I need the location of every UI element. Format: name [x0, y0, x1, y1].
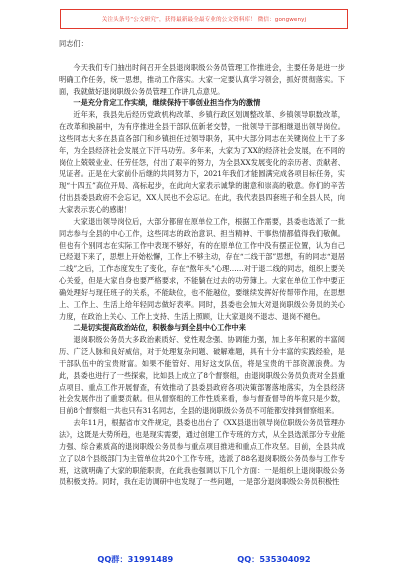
qq-group-number: QQ群：31991489 [97, 554, 174, 564]
section-2-paragraph-2: 去年11月，根据省市文件规定，县委也出台了《XX县退出领导岗位职级公务员管理办法》，这既是大势所趋，也是现实需要，通过创建工作专班的方式，从全县选派部分专业能力强、综合素质高的退岗职级公务员参与重点项目推进和重点工作攻坚。目前，全县共成立了以8个县级部门为主管单位共20个工作专班，选派了88名退岗职级公务员参与工作专班，这就明确了大家的职能职责，在此我也强调以下几个方面：一是组织上退岗职级公务员积极支持。同时，我在走访调研中也发现了一些问题，一是部分退岗职级公务员积极性 [59, 418, 345, 487]
qq-number: QQ：535304092 [237, 554, 311, 564]
document-body [59, 38, 345, 488]
section-2-paragraph-1: 退岗职级公务员大多政治素质好、党性观念强、协调能力强，加上多年积累的丰富阅历、广泛人脉和良好威信，对于处理复杂问题、破解难题，具有十分丰富的实践经验，是干部队伍中的宝贵财富。如果不能管好、用好这支队伍，将是宝贵的干部资源浪费。为此，县委也进行了一些探索，比如县上成立了8个督察组，由退岗职级公务员负责对全县重点项目、重点工作开展督查，有效推动了县委县政府各项决策部署落地落实，为全县经济社会发展作出了重要贡献。但从督察组的工作性质来看，参与督查督导的毕竟只是少数，目前8个督察组一共也只有31名同志，全县的退岗职级公务员不可能都安排到督察组来。 [59, 335, 345, 416]
salutation: 同志们： [59, 39, 88, 48]
intro-paragraph: 今天我们专门抽出时间召开全县退岗职级公务员管理工作推进会，主要任务是进一步明确工作任务，统一思想，推动工作落实。大家一定要认真学习领会，抓好贯彻落实。下面，我就做好退岗职级公务员管理工作讲几点意见。 [59, 62, 345, 96]
section-2-heading: 二是切实提高政治站位，积极参与到全县中心工作中来 [73, 323, 246, 333]
section-1-heading: 一是充分肯定工作实绩，继续保持干事创业担当作为的激情 [73, 98, 261, 108]
section-1-paragraph-2: 大家退出领导岗位后，大部分都留在原单位工作，根据工作需要，县委也选派了一批同志参与全县的中心工作，这些同志的政治意识、担当精神、干事热情都值得我们敬佩。但也有个别同志在实际工作中表现不够好，有的在原单位工作中没有摆正位置，认为自己已经退下来了，思想上开始松懈，工作上不够主动，存在“二线干部”思想，有的同志“退居二线”之后，工作态度发生了变化，存在“熬年头”心理……对于退二线的同志，组织上要关心关爱，但是大家自身也要严格要求，不能躺在过去的功劳簿上。大家在单位工作中要正确处理好与现任班子的关系，不能缺位，也不能越位，要继续发挥好传帮带作用，在思想上、工作上、生活上给年轻同志做好表率。同时，县委也会加大对退岗职级公务员的关心力度，在政治上关心、工作上支持、生活上照顾，让大家退岗不退志、退岗不褪色。 [59, 216, 345, 321]
contact-footer [0, 554, 408, 565]
promo-banner[interactable] [60, 9, 348, 29]
promo-banner-text: 关注头条号“公文研究”，获得最新最全最专业的公文资料库！ 微信：gongwenyj [101, 17, 307, 23]
section-1-paragraph-1: 近年来，我县先后经历党政机构改革、乡镇行政区划调整改革、乡镇领导职数改革，在改革和换届中，为有序推进全县干部队伍新老交替，一批领导干部相继退出领导岗位。这些同志大多在县直各部门和乡镇担任过领导职务，其中大部分同志在关键岗位上干了多年，为全县经济社会发展立下汗马功劳。多年来，大家为了XX的经济社会发展，在不同的岗位上兢兢业业、任劳任怨，付出了艰辛的努力，为全县XX发展变化的亲历者、贡献者、见证者。正是在大家前仆后继的共同努力下，2021年我们才能圆满完成各项目标任务，实现“十四五”高位开局、高标起步，在此向大家表示诚挚的谢意和崇高的敬意。你们的辛苦付出县委县政府不会忘记，XX人民也不会忘记。在此，我代表县四套班子和全县人民，向大家表示衷心的感谢！ [59, 110, 345, 214]
